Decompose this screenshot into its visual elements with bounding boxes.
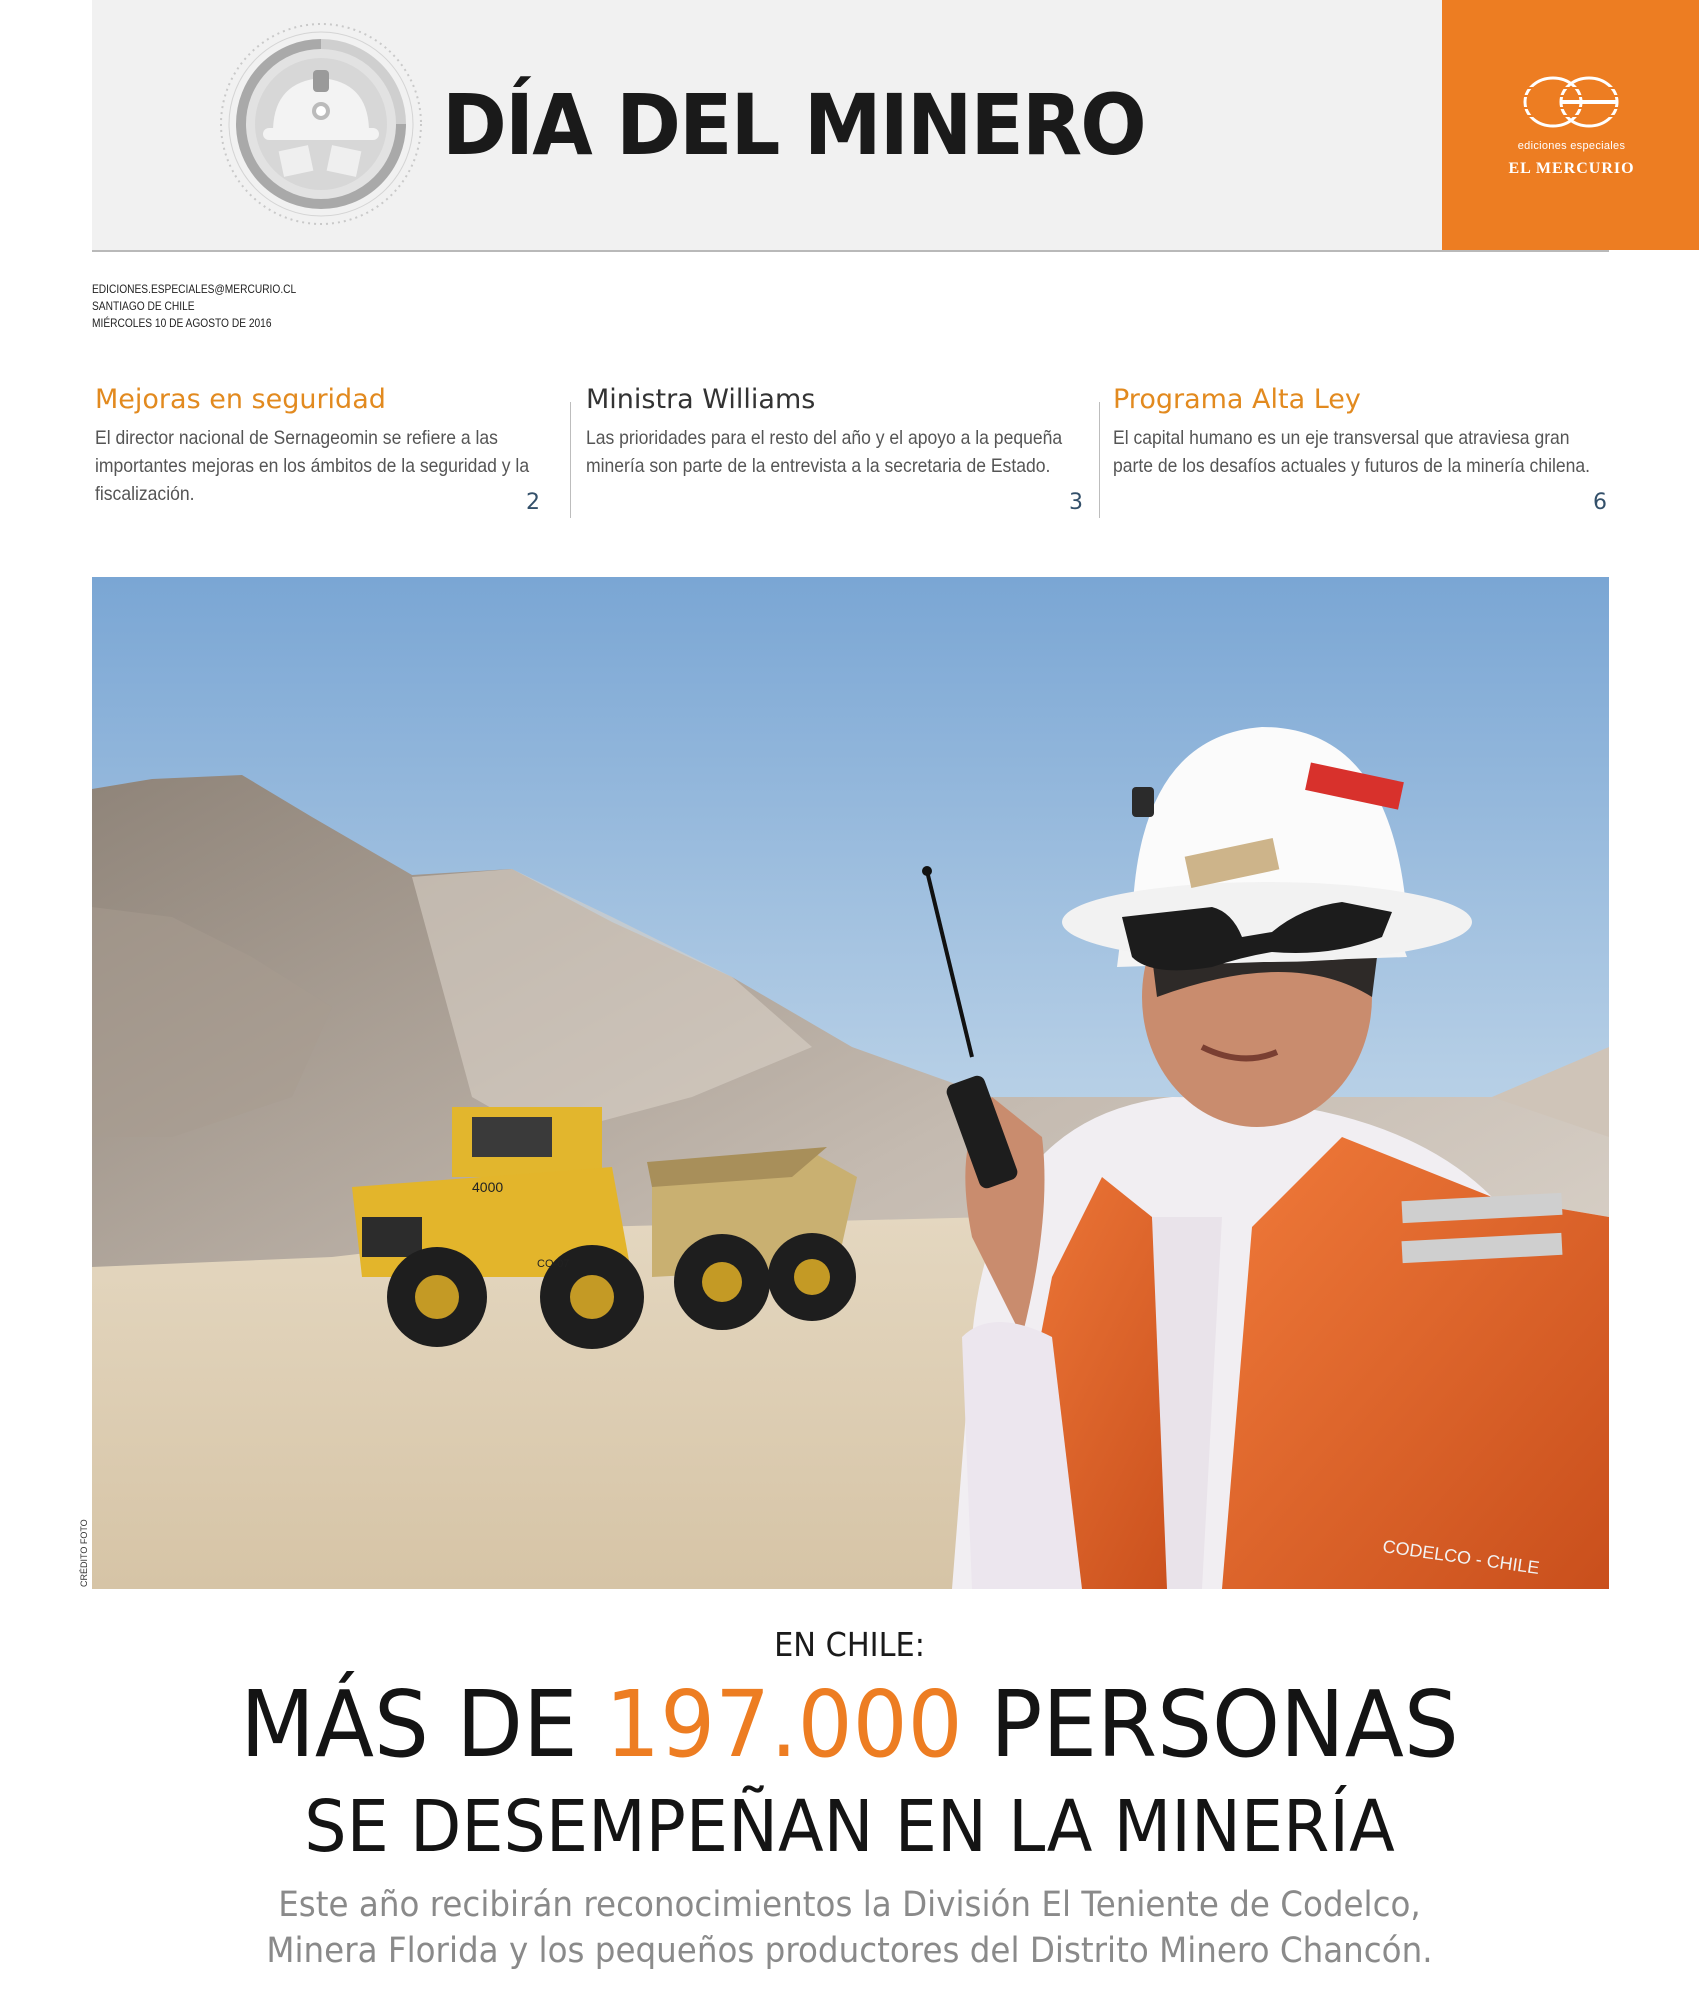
headline-second-line: SE DESEMPEÑAN EN LA MINERÍA (304, 1785, 1395, 1868)
brand-name: EL MERCURIO (1508, 160, 1635, 177)
teaser-text: El capital humano es un eje transversal que atraviesa gran parte de los desafíos actuales y futuros de la minería chilena. (1113, 427, 1591, 477)
headline-deck (59, 1882, 1639, 1974)
headline-number: 197.000 (605, 1671, 963, 1778)
teaser-alta-ley[interactable] (1113, 382, 1607, 522)
section-title: DÍA DEL MINERO (442, 76, 1145, 174)
teaser-title: Ministra Williams (586, 384, 816, 415)
vest-label: CODELCO - CHILE (1381, 1536, 1541, 1578)
edition-meta (92, 281, 296, 332)
edition-city: SANTIAGO DE CHILE (92, 299, 195, 313)
main-headline (51, 1670, 1648, 1780)
teaser-title: Programa Alta Ley (1113, 384, 1361, 415)
headline-suffix: PERSONAS (962, 1671, 1459, 1778)
ediciones-especiales-logo-icon (1521, 70, 1621, 134)
teaser-seguridad[interactable] (95, 382, 540, 522)
cover-photo (92, 577, 1609, 1589)
teaser-page-number: 2 (526, 490, 540, 515)
brand-box (1442, 0, 1699, 250)
photo-credit: CRÉDITO FOTO (79, 1519, 89, 1587)
truck-number: 4000 (472, 1179, 504, 1195)
edition-date: MIÉRCOLES 10 DE AGOSTO DE 2016 (92, 316, 272, 330)
truck-plate: CO-07 (537, 1258, 570, 1270)
edition-email[interactable]: EDICIONES.ESPECIALES@MERCURIO.CL (92, 282, 297, 296)
deck-line-1: Este año recibirán reconocimientos la División El Teniente de Codelco, (278, 1885, 1421, 1925)
masthead (92, 0, 1635, 252)
column-divider (1099, 402, 1100, 518)
deck-line-2: Minera Florida y los pequeños productores del Distrito Minero Chancón. (266, 1931, 1433, 1971)
teaser-text: El director nacional de Sernageomin se refiere a las importantes mejoras en los ámbitos de la seguridad y la fiscalización. (95, 427, 530, 505)
headline-kicker: EN CHILE: (774, 1625, 925, 1664)
headline-prefix: MÁS DE (240, 1671, 606, 1778)
teaser-ministra[interactable] (586, 382, 1083, 522)
teaser-text: Las prioridades para el resto del año y el apoyo a la pequeña minería son parte de la entrevista a la secretaria de Estado. (586, 427, 1063, 477)
teaser-title: Mejoras en seguridad (95, 384, 386, 415)
teaser-page-number: 3 (1069, 490, 1083, 515)
column-divider (570, 402, 571, 518)
miner-helmet-emblem-icon (217, 20, 425, 228)
brand-subtitle: ediciones especiales (1517, 140, 1626, 152)
teaser-page-number: 6 (1593, 490, 1607, 515)
